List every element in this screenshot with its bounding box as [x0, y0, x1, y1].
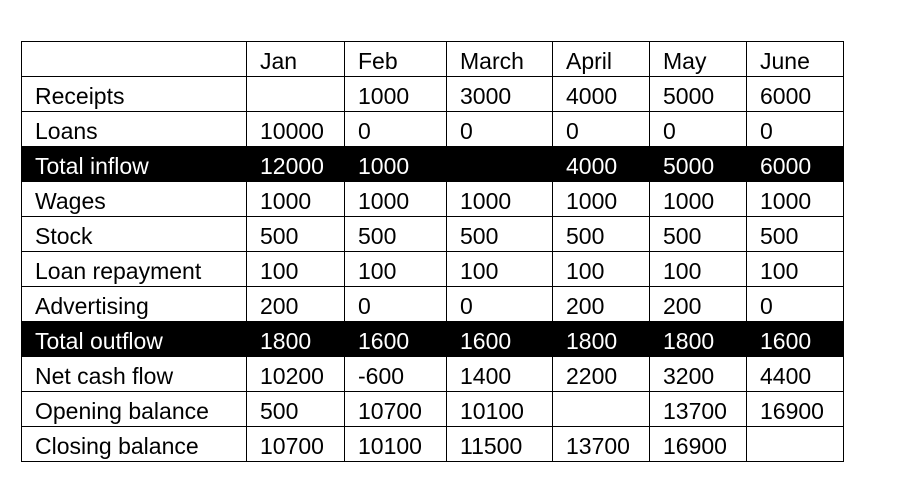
- table-cell: -600: [345, 357, 447, 392]
- table-cell: 1000: [345, 182, 447, 217]
- cash-flow-table: [21, 41, 844, 462]
- table-row: [22, 392, 844, 427]
- table-cell: 0: [650, 112, 747, 147]
- header-cell-march: March: [447, 42, 553, 77]
- table-cell: [553, 392, 650, 427]
- table-cell: 10100: [447, 392, 553, 427]
- table-row: [22, 322, 844, 357]
- table-row: [22, 112, 844, 147]
- header-cell-may: May: [650, 42, 747, 77]
- table-cell: 10700: [247, 427, 345, 462]
- table-cell: 500: [247, 392, 345, 427]
- table-cell: 100: [553, 252, 650, 287]
- table-header-row: [22, 42, 844, 77]
- table-cell: [447, 147, 553, 182]
- row-label: Total inflow: [22, 147, 247, 182]
- table-cell: 1000: [345, 147, 447, 182]
- table-cell: 4400: [747, 357, 844, 392]
- table-cell: 10700: [345, 392, 447, 427]
- table-cell: 0: [447, 112, 553, 147]
- table-cell: 12000: [247, 147, 345, 182]
- table-row: [22, 147, 844, 182]
- table-cell: 200: [247, 287, 345, 322]
- table-row: [22, 357, 844, 392]
- table-cell: [747, 427, 844, 462]
- table-cell: 0: [747, 287, 844, 322]
- table-cell: 16900: [650, 427, 747, 462]
- row-label: Closing balance: [22, 427, 247, 462]
- table-row: [22, 287, 844, 322]
- table-cell: 1800: [553, 322, 650, 357]
- table-row: [22, 252, 844, 287]
- table-cell: 10000: [247, 112, 345, 147]
- table-cell: 500: [345, 217, 447, 252]
- table-cell: 500: [553, 217, 650, 252]
- table-cell: 500: [247, 217, 345, 252]
- table-cell: 0: [553, 112, 650, 147]
- table-cell: 16900: [747, 392, 844, 427]
- header-cell-jan: Jan: [247, 42, 345, 77]
- table-cell: 1400: [447, 357, 553, 392]
- table-cell: 13700: [650, 392, 747, 427]
- table-cell: 1600: [345, 322, 447, 357]
- table-cell: 11500: [447, 427, 553, 462]
- table-cell: 1600: [747, 322, 844, 357]
- table-cell: 0: [747, 112, 844, 147]
- row-label: Loans: [22, 112, 247, 147]
- table-cell: 1800: [247, 322, 345, 357]
- header-cell-june: June: [747, 42, 844, 77]
- table-cell: 1000: [247, 182, 345, 217]
- table-row: [22, 182, 844, 217]
- row-label: Opening balance: [22, 392, 247, 427]
- table-cell: 6000: [747, 147, 844, 182]
- table-row: [22, 77, 844, 112]
- table-body: [22, 42, 844, 462]
- table-cell: 6000: [747, 77, 844, 112]
- header-cell-empty: [22, 42, 247, 77]
- table-cell: 100: [447, 252, 553, 287]
- table-cell: 100: [650, 252, 747, 287]
- table-cell: 2200: [553, 357, 650, 392]
- table-cell: 500: [447, 217, 553, 252]
- table-cell: [247, 77, 345, 112]
- table-cell: 5000: [650, 147, 747, 182]
- table-cell: 10100: [345, 427, 447, 462]
- row-label: Total outflow: [22, 322, 247, 357]
- table-cell: 3200: [650, 357, 747, 392]
- table-cell: 200: [650, 287, 747, 322]
- table-cell: 1600: [447, 322, 553, 357]
- table-cell: 1000: [747, 182, 844, 217]
- table-cell: 100: [747, 252, 844, 287]
- row-label: Net cash flow: [22, 357, 247, 392]
- table-cell: 5000: [650, 77, 747, 112]
- row-label: Advertising: [22, 287, 247, 322]
- table-row: [22, 427, 844, 462]
- header-cell-feb: Feb: [345, 42, 447, 77]
- table-cell: 1800: [650, 322, 747, 357]
- table-cell: 100: [345, 252, 447, 287]
- table-cell: 1000: [650, 182, 747, 217]
- table-cell: 13700: [553, 427, 650, 462]
- table-cell: 1000: [345, 77, 447, 112]
- table-cell: 1000: [447, 182, 553, 217]
- table-cell: 200: [553, 287, 650, 322]
- row-label: Loan repayment: [22, 252, 247, 287]
- table-cell: 100: [247, 252, 345, 287]
- table-cell: 4000: [553, 77, 650, 112]
- table-cell: 0: [447, 287, 553, 322]
- table-cell: 3000: [447, 77, 553, 112]
- row-label: Stock: [22, 217, 247, 252]
- table-cell: 1000: [553, 182, 650, 217]
- table-cell: 0: [345, 112, 447, 147]
- table-row: [22, 217, 844, 252]
- table-cell: 4000: [553, 147, 650, 182]
- table-cell: 500: [747, 217, 844, 252]
- table-cell: 500: [650, 217, 747, 252]
- row-label: Receipts: [22, 77, 247, 112]
- header-cell-april: April: [553, 42, 650, 77]
- table-cell: 10200: [247, 357, 345, 392]
- row-label: Wages: [22, 182, 247, 217]
- table-cell: 0: [345, 287, 447, 322]
